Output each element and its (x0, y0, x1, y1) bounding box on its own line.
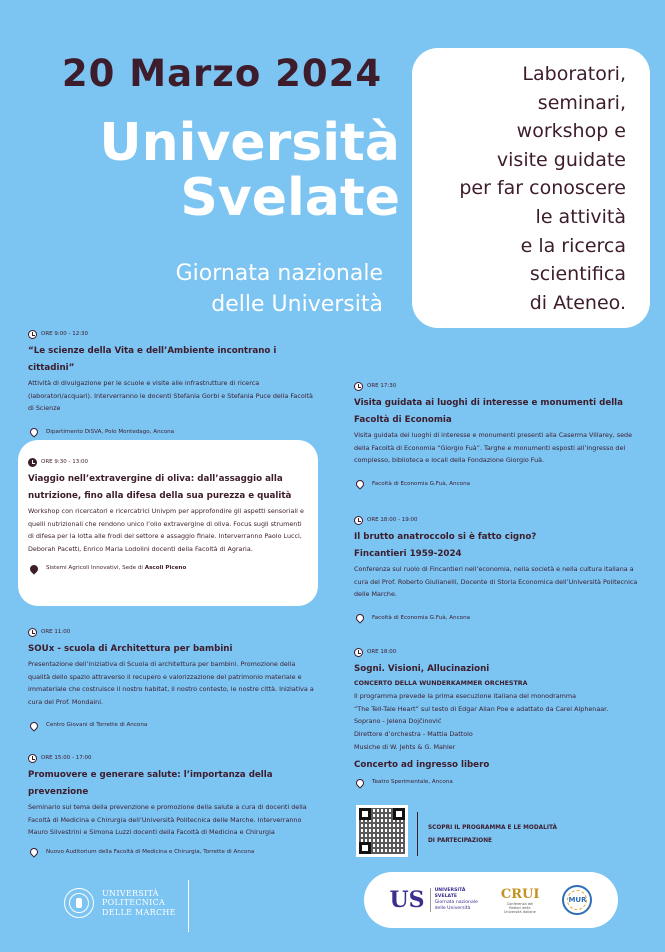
intro-line: di Ateneo. (529, 291, 626, 314)
qr-code[interactable] (356, 805, 408, 857)
event-location: Sistemi Agricoli Innovativi, Sede di Ascoli Piceno (46, 565, 187, 572)
event-architecture (28, 626, 318, 733)
location-pin-icon (354, 612, 365, 623)
event-time: ORE 9:00 - 12:30 (41, 330, 89, 337)
intro-line: le attività (535, 205, 626, 228)
intro-line: scientifica (529, 263, 626, 286)
intro-line: per far conoscere (459, 177, 626, 200)
event-location: Facoltà di Economia G.Fuà, Ancona (372, 614, 471, 621)
event-description: Attività di divulgazione per le scuole e visite alle infrastrutture di ricerca (laboratori/acquari). Interverranno le docenti Stefania Gorbi e Stefania Puce della Facoltà di Scienze (28, 379, 313, 413)
univpm-logo (64, 888, 176, 918)
event-concert (354, 646, 646, 790)
event-date: 20 Marzo 2024 (61, 52, 383, 95)
event-location: Dipartimento DiSVA, Polo Montedago, Ancona (46, 428, 175, 435)
free-entry-note: Concerto ad ingresso libero (354, 759, 490, 770)
location-pin-icon (354, 777, 365, 788)
univpm-name: UNIVERSITÀ POLITECNICA DELLE MARCHE (102, 888, 176, 917)
event-location: Nuovo Auditorium della Facoltà di Medicina e Chirurgia, Torrette di Ancona (46, 848, 255, 855)
location-pin-icon (28, 563, 39, 574)
mur-logo (562, 885, 592, 915)
event-title-line2: Fincantieri 1959-2024 (354, 549, 462, 559)
subtitle (130, 258, 383, 320)
event-time: ORE 18:00 - 19:00 (367, 516, 418, 523)
clock-icon (28, 628, 37, 637)
event-title: Il brutto anatroccolo si è fatto cigno? (354, 532, 537, 542)
clock-icon (354, 648, 363, 657)
event-description-line: Direttore d’orchestra - Mattia Dattolo (354, 730, 473, 739)
event-description-line: “The Tell-Tale Heart” sul testo di Edgar Allan Poe e adattato da Carel Alphenaar. (354, 704, 609, 713)
university-seal-icon (64, 888, 94, 918)
location-pin-icon (354, 478, 365, 489)
event-description: Conferenza sul ruolo di Fincantieri nell’economia, nella società e nella cultura italiana a cura del Prof. Roberto Giulianelli, Docente di Storia Economica dell’Università Politecnica delle Marche. (354, 565, 638, 599)
qr-finder (393, 808, 405, 820)
intro-box (412, 48, 650, 328)
event-fincantieri (354, 514, 646, 625)
intro-line: e la ricerca (520, 234, 626, 257)
event-description: Presentazione dell’iniziativa di Scuola di architettura per bambini. Promozione della qualità dello spazio attraverso il recupero e valorizzazione del patrimonio materiale e immateriale che costruisce il nostro habitat, il nostro contesto, le nostre città. Iniziativa a cura del Prof. Mondaini. (28, 660, 314, 707)
clock-icon (28, 330, 37, 339)
footer-divider (188, 880, 189, 932)
event-location-city: Ascoli Piceno (144, 565, 187, 572)
clock-icon (28, 458, 37, 467)
event-title: Sogni. Visioni, Allucinazioni (354, 664, 490, 674)
us-text: UNIVERSITÀ SVELATE Giornata nazionale delle Università (430, 888, 478, 912)
event-life-sciences (28, 328, 318, 439)
clock-icon (28, 754, 37, 763)
event-description: Seminario sul tema della prevenzione e promozione della salute a cura di docenti della Facoltà di Medicina e Chirurgia dell’Università Politecnica delle Marche. Interverranno Mauro Silvestrini e Simona Luzzi docenti della Facoltà di Medicina e Chirurgia (28, 803, 307, 837)
qr-caption: SCOPRI IL PROGRAMMA E LE MODALITÀ DI PARTECIPAZIONE (428, 825, 557, 844)
mur-mark: MUR (568, 896, 587, 904)
universita-svelate-logo (390, 887, 478, 913)
qr-finder (359, 842, 371, 854)
event-guided-tour (354, 380, 646, 491)
event-title: “Le scienze della Vita e dell’Ambiente incontrano i cittadini” (28, 346, 277, 373)
event-description-line: Il programma prevede la prima esecuzione italiana del monodramma (354, 692, 577, 700)
event-title: Promuovere e generare salute: l’importanza della prevenzione (28, 770, 273, 797)
qr-finder (359, 808, 371, 820)
event-time: ORE 11:00 (41, 628, 71, 635)
qr-divider (417, 812, 418, 856)
event-time: ORE 18:00 (367, 648, 397, 655)
event-location: Facoltà di Economia G.Fuà, Ancona (372, 480, 471, 487)
main-title-line1: Università (99, 113, 400, 173)
intro-line: Laboratori, (522, 63, 626, 85)
event-title: Visita guidata ai luoghi di interesse e monumenti della Facoltà di Economia (354, 398, 624, 425)
event-time: ORE 15:00 - 17:00 (41, 754, 92, 761)
intro-line: workshop e (516, 120, 626, 143)
crui-subtitle: Conferenza dei Rettori delle Università Italiane (503, 901, 536, 914)
location-pin-icon (28, 720, 39, 731)
crui-mark: CRUI (500, 886, 540, 902)
event-time: ORE 17:30 (367, 382, 397, 389)
event-description-line: Soprano - Jelena Dojčinović (354, 717, 442, 726)
event-health-prevention (28, 752, 318, 859)
subtitle-line1: Giornata nazionale (175, 261, 383, 286)
main-title (40, 113, 400, 228)
crui-logo (501, 887, 540, 914)
location-pin-icon (28, 846, 39, 857)
event-time: ORE 9:30 - 13:00 (41, 458, 89, 465)
event-title: Viaggio nell’extravergine di oliva: dall’assaggio alla nutrizione, fino alla difesa della sua purezza e qualità (28, 474, 292, 501)
event-subtitle: CONCERTO DELLA WUNDERKAMMER ORCHESTRA (354, 680, 528, 687)
intro-line: seminari, (537, 91, 626, 114)
clock-icon (354, 516, 363, 525)
event-olive-oil (28, 456, 308, 576)
subtitle-line2: delle Università (211, 292, 383, 317)
event-location: Teatro Sperimentale, Ancona (372, 779, 453, 786)
main-title-line2: Svelate (180, 168, 400, 228)
event-location: Centro Giovani di Torrette di Ancona (46, 722, 148, 729)
intro-line: visite guidate (496, 148, 626, 171)
partner-logos (364, 872, 618, 928)
event-description-line: Musiche di W. Jehts & G. Mahler (354, 742, 456, 751)
clock-icon (354, 382, 363, 391)
location-pin-icon (28, 426, 39, 437)
event-description: Visita guidata dei luoghi di interesse e monumenti presenti alla Caserma Villarey, sede della Facoltà di Economia “Giorgio Fuà”. Targhe e monumenti esposti all’ingresso del complesso, biblioteca e locali della Fondazione Giorgio Fuà. (354, 431, 633, 465)
event-description: Workshop con ricercatori e ricercatrici Univpm per approfondire gli aspetti sensoriali e quelli nutrizionali che rendono unico l’olio extravergine di oliva. Focus sugli strumenti di difesa per la lotta alle frodi del settore e assaggio finale. Interverranno Paolo Lucci, Deborah Pacetti, Enrico Maria Lodolini docenti della Facoltà di Agraria. (28, 507, 304, 554)
event-title: SOUx - scuola di Architettura per bambini (28, 644, 233, 654)
us-mark: US (389, 887, 425, 913)
